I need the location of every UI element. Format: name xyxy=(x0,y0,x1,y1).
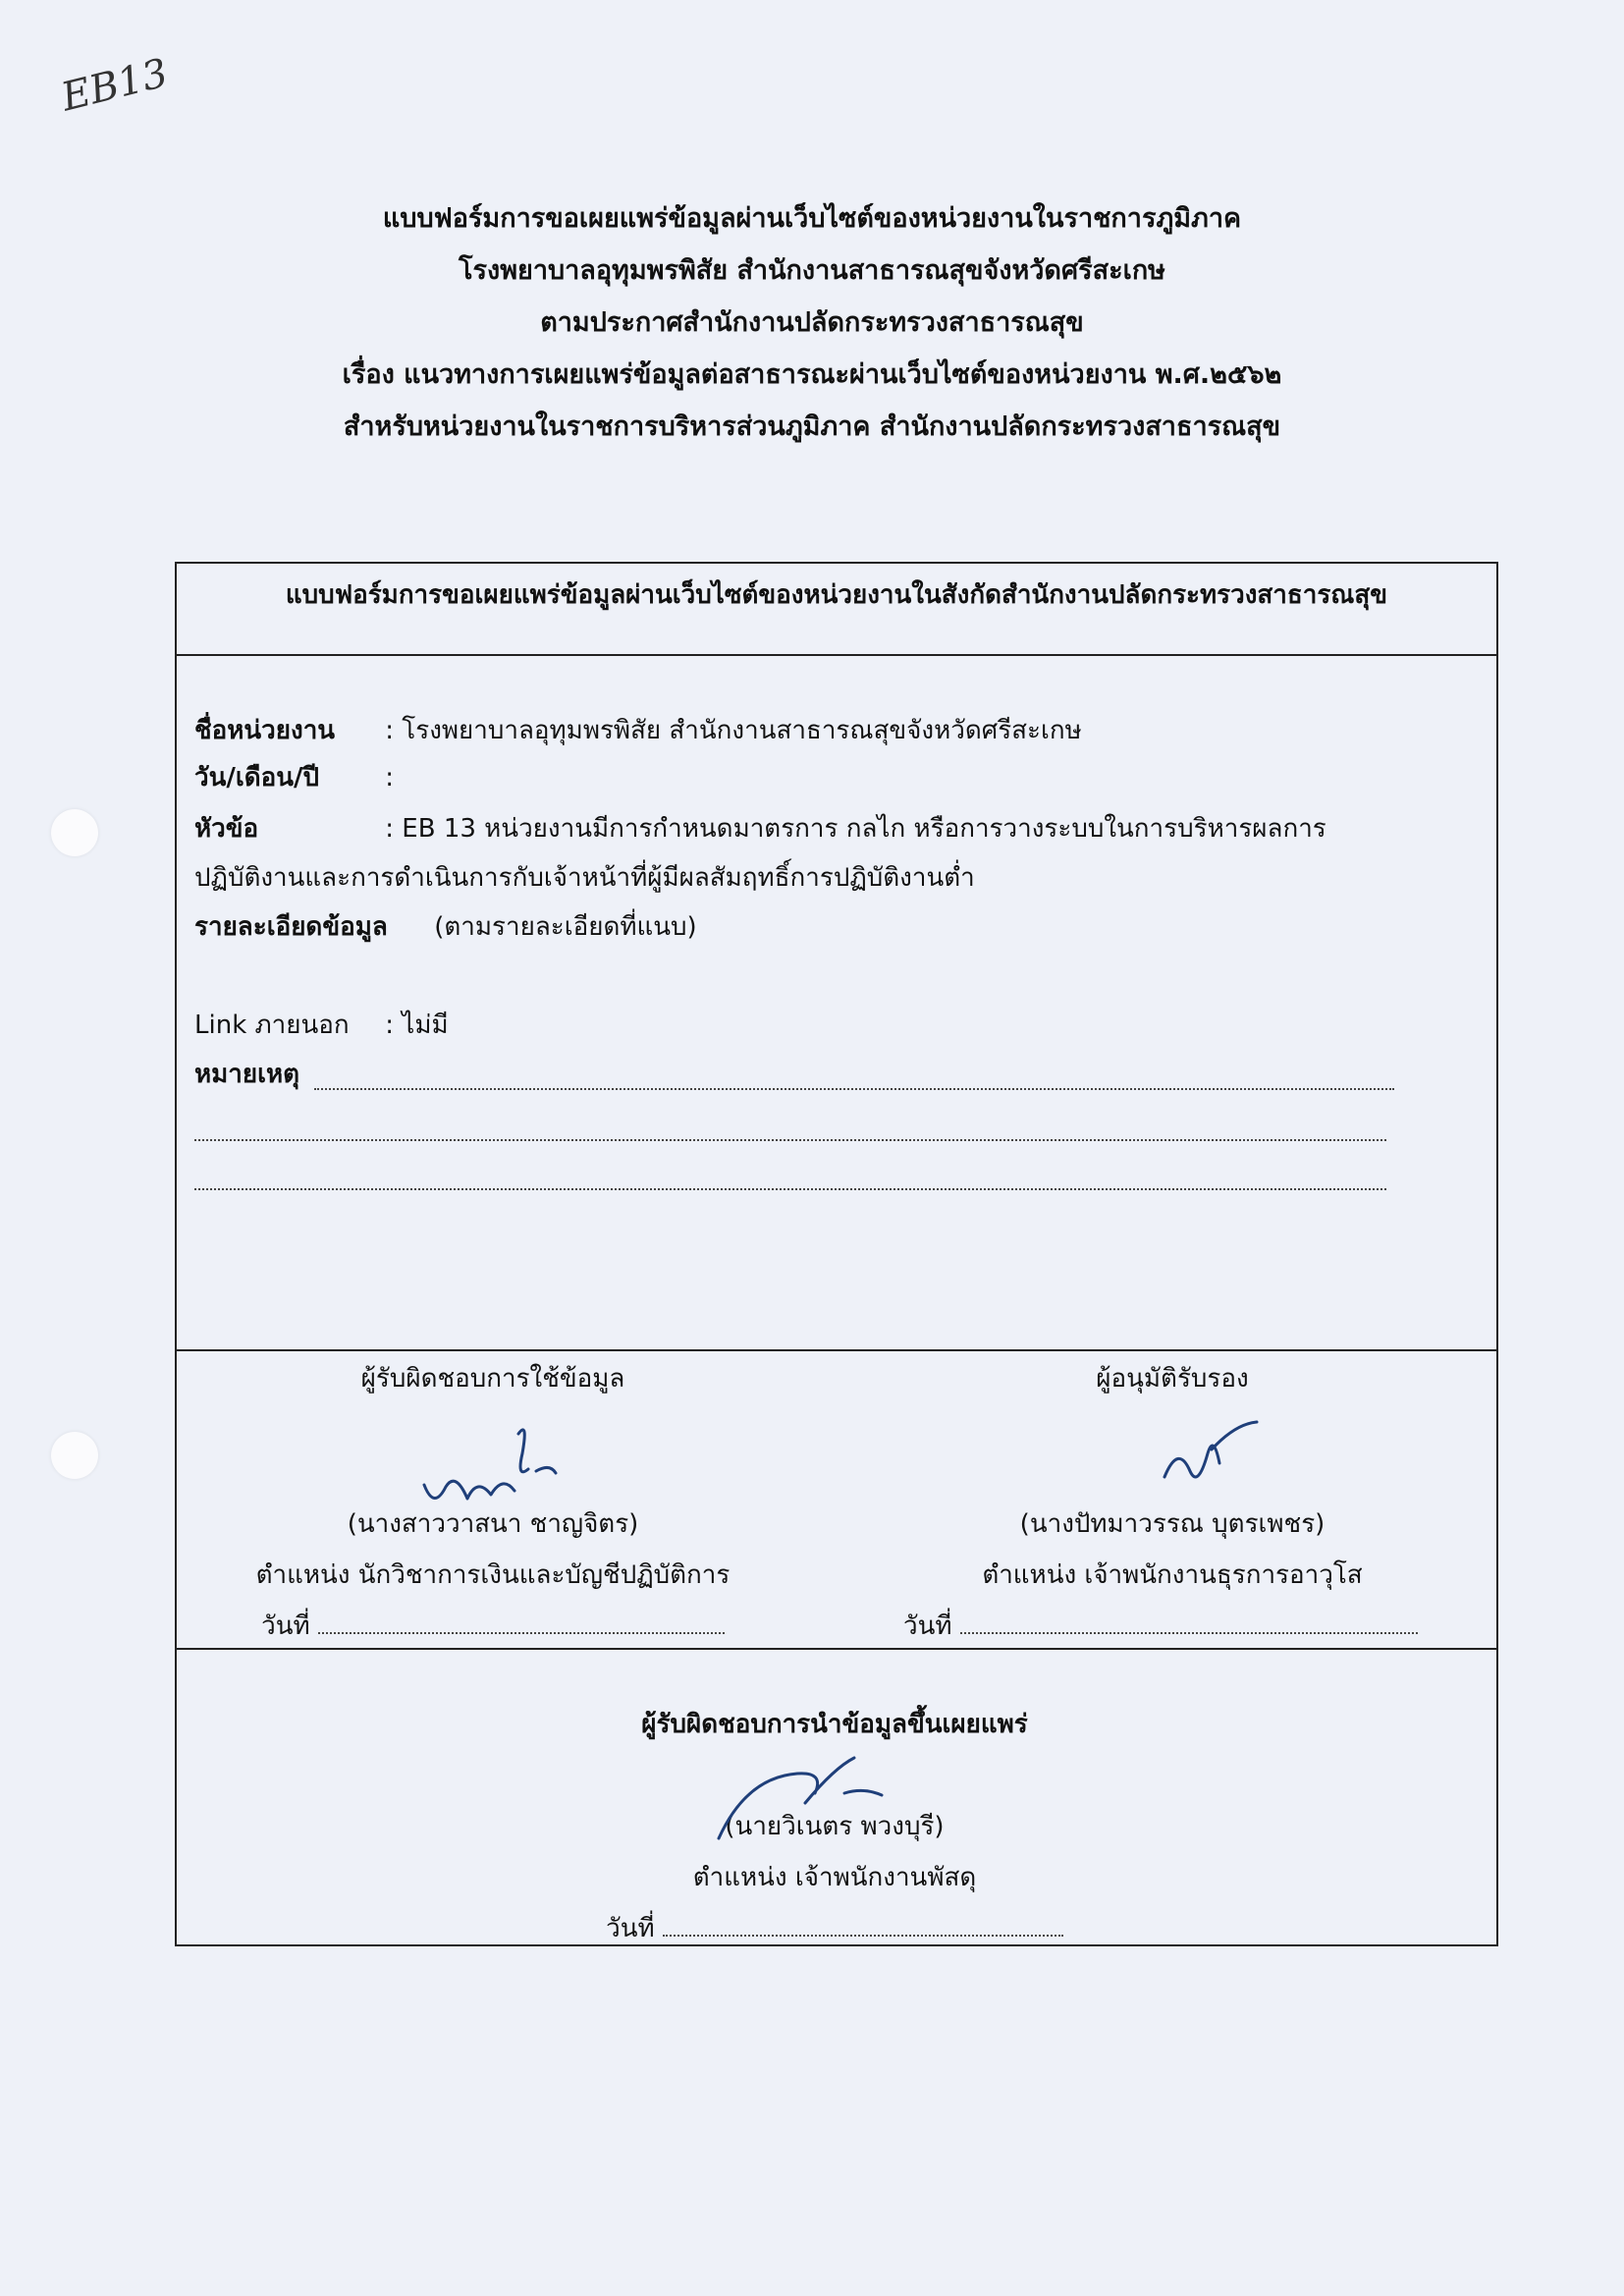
right-date-dots xyxy=(960,1611,1418,1634)
remark-line-2 xyxy=(194,1139,1386,1141)
title-divider xyxy=(177,654,1496,656)
details-value: (ตามรายละเอียดที่แนบ) xyxy=(434,912,697,942)
agency-row xyxy=(194,709,1082,752)
remark-line-3 xyxy=(194,1188,1386,1190)
punch-hole-top xyxy=(51,809,98,856)
link-label: Link ภายนอก xyxy=(194,1011,350,1040)
left-date-dots xyxy=(318,1611,725,1634)
header-line-3: ตามประกาศสำนักงานปลัดกระทรวงสาธารณสุข xyxy=(540,307,1084,338)
right-date-row xyxy=(903,1601,1416,1652)
bottom-date-label: วันที่ xyxy=(606,1914,655,1943)
right-date-label: วันที่ xyxy=(903,1612,952,1641)
link-row xyxy=(194,1004,449,1047)
agency-value: : โรงพยาบาลอุทุมพรพิสัย สำนักงานสาธารณสุขจังหวัดศรีสะเกษ xyxy=(385,716,1082,745)
bottom-name: (นายวิเนตร พวงบุรี) xyxy=(725,1812,945,1841)
left-role: ผู้รับผิดชอบการใช้ข้อมูล xyxy=(360,1364,625,1394)
header-line-4: เรื่อง แนวทางการเผยแพร่ข้อมูลต่อสาธารณะผ่านเว็บไซต์ของหน่วยงาน พ.ศ.๒๕๖๒ xyxy=(342,359,1282,390)
bottom-date-row xyxy=(550,1903,1119,1954)
document-header xyxy=(0,192,1624,453)
right-role: ผู้อนุมัติรับรอง xyxy=(1096,1364,1249,1394)
date-value: : xyxy=(385,763,395,793)
punch-hole-bottom xyxy=(51,1432,98,1479)
left-position: ตำแหน่ง นักวิชาการเงินและบัญชีปฏิบัติการ xyxy=(255,1560,731,1590)
header-line-2: โรงพยาบาลอุทุมพรพิสัย สำนักงานสาธารณสุขจังหวัดศรีสะเกษ xyxy=(459,255,1165,286)
bottom-date-dots xyxy=(663,1913,1063,1937)
link-value: : ไม่มี xyxy=(385,1011,449,1040)
left-date-row xyxy=(218,1601,768,1652)
date-row xyxy=(194,756,394,799)
remark-row xyxy=(194,1053,299,1096)
left-handwritten-signature xyxy=(412,1414,589,1522)
topic-label: หัวข้อ xyxy=(194,814,259,844)
remark-label: หมายเหตุ xyxy=(194,1060,300,1089)
bottom-handwritten-signature xyxy=(707,1748,903,1846)
remark-line-1 xyxy=(314,1088,1394,1090)
signature-block-right xyxy=(903,1353,1416,1652)
header-line-5: สำหรับหน่วยงานในราชการบริหารส่วนภูมิภาค สำนักงานปลัดกระทรวงสาธารณสุข xyxy=(343,411,1281,442)
bottom-position: ตำแหน่ง เจ้าพนักงานพัสดุ xyxy=(692,1863,977,1892)
handwritten-note: EB13 xyxy=(57,50,173,121)
agency-label: ชื่อหน่วยงาน xyxy=(194,716,336,745)
topic-continuation: ปฏิบัติงานและการดำเนินการกับเจ้าหน้าที่ผู้มีผลสัมฤทธิ์การปฏิบัติงานต่ำ xyxy=(194,863,975,893)
left-name: (นางสาววาสนา ชาญจิตร) xyxy=(347,1509,639,1539)
topic-value: : EB 13 หน่วยงานมีการกำหนดมาตรการ กลไก หรือการวางระบบในการบริหารผลการ xyxy=(385,814,1326,844)
content-divider xyxy=(177,1349,1496,1351)
right-handwritten-signature xyxy=(1155,1414,1272,1493)
right-name: (นางปัทมาวรรณ บุตรเพชร) xyxy=(1019,1509,1326,1539)
bottom-role: ผู้รับผิดชอบการนำข้อมูลขึ้นเผยแพร่ xyxy=(641,1710,1028,1739)
details-row xyxy=(194,905,697,949)
date-label: วัน/เดือน/ปี xyxy=(194,763,320,793)
topic-row xyxy=(194,807,1326,850)
left-date-label: วันที่ xyxy=(261,1612,310,1641)
header-line-1: แบบฟอร์มการขอเผยแพร่ข้อมูลผ่านเว็บไซต์ของหน่วยงานในราชการภูมิภาค xyxy=(382,203,1242,234)
details-label: รายละเอียดข้อมูล xyxy=(194,912,388,942)
right-position: ตำแหน่ง เจ้าพนักงานธุรการอาวุโส xyxy=(982,1560,1363,1590)
form-title: แบบฟอร์มการขอเผยแพร่ข้อมูลผ่านเว็บไซต์ของหน่วยงานในสังกัดสำนักงานปลัดกระทรวงสาธารณสุข xyxy=(285,580,1388,610)
